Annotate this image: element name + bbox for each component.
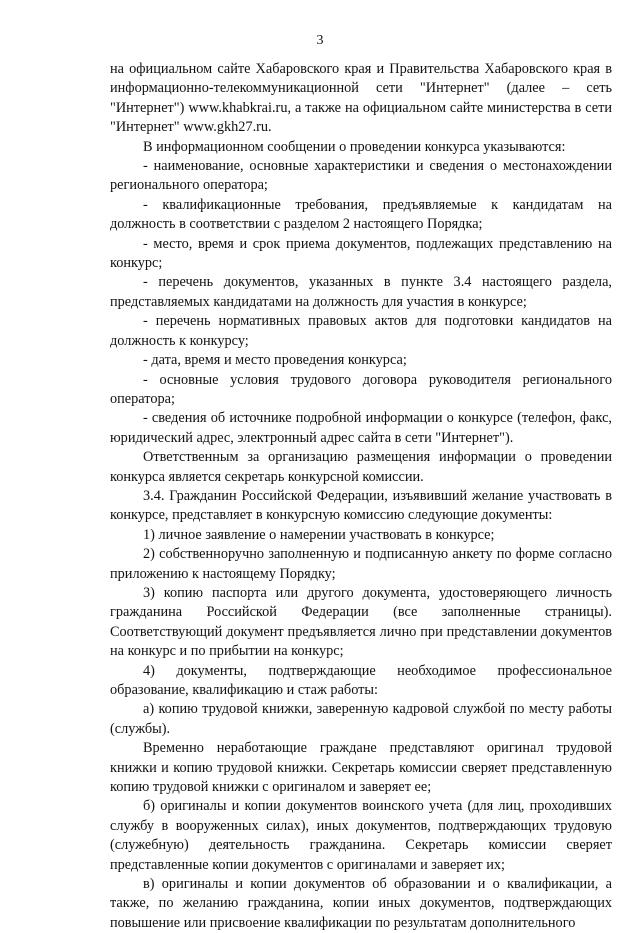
list-item-legal-acts: - перечень нормативных правовых актов для подготовки кандидатов на должность к конкурсу; xyxy=(110,313,612,349)
paragraph-section-3-4: 3.4. Гражданин Российской Федерации, изъявивший желание участвовать в конкурсе, представляет в конкурсную комиссию следующие документы: xyxy=(110,487,612,524)
paragraph-unemployed-citizens: Временно неработающие граждане представляют оригинал трудовой книжки и копию трудовой книжки. Секретарь комиссии сверяет представленную копию трудовой книжки с оригиналом и заверяет ее; xyxy=(110,740,612,796)
paragraph-responsible-secretary: Ответственным за организацию размещения информации о проведении конкурса является секретарь конкурсной комиссии. xyxy=(110,449,612,485)
list-item-contract-terms: - основные условия трудового договора руководителя регионального оператора; xyxy=(110,371,612,407)
paragraph-continuation: на официальном сайте Хабаровского края и Правительства Хабаровского края в информационно-телекоммуникационной сети "Интернет" (далее – сеть "Интернет") www.khabkrai.ru, а также на официальном сайте министерства в сети "Интернет" www.gkh27.ru. xyxy=(110,61,612,136)
list-item-info-source: - сведения об источнике подробной информации о конкурсе (телефон, факс, юридический адрес, электронный адрес сайта в сети "Интернет"). xyxy=(110,410,612,446)
list-item-employment-record-copy: а) копию трудовой книжки, заверенную кадровой службой по месту работы (службы). xyxy=(110,701,612,737)
document-body xyxy=(110,60,612,933)
list-item-military-records: б) оригиналы и копии документов воинского учета (для лиц, проходивших службу в вооруженных силах), иных документов, подтверждающих трудовую (служебную) деятельность гражданина. Секретарь комиссии сверяет представленные копии документов с оригиналами и заверяет их; xyxy=(110,798,612,873)
list-item-place-time-documents: - место, время и срок приема документов, подлежащих представлению на конкурс; xyxy=(110,235,612,272)
list-item-education-qualification: в) оригиналы и копии документов об образовании и о квалификации, а также, по желанию гражданина, копии иных документов, подтверждающих повышение или присвоение квалификации по результатам дополнительного xyxy=(110,876,612,931)
list-item-name-characteristics: - наименование, основные характеристики и сведения о местонахождении регионального оператора; xyxy=(110,158,612,194)
list-item-questionnaire: 2) собственноручно заполненную и подписанную анкету по форме согласно приложению к настоящему Порядку; xyxy=(110,546,612,582)
list-item-education-documents: 4) документы, подтверждающие необходимое профессиональное образование, квалификацию и стаж работы: xyxy=(110,662,612,698)
list-item-document-list: - перечень документов, указанных в пункте 3.4 настоящего раздела, представляемых кандидатами на должность для участия в конкурсе; xyxy=(110,274,612,310)
list-item-date-time-place: - дата, время и место проведения конкурса; xyxy=(143,352,407,369)
list-item-passport-copy: 3) копию паспорта или другого документа, удостоверяющего личность гражданина Российской Федерации (все заполненные страницы). Соответствующий документ предъявляется лично при представлении документов на конкурс и по прибытии на конкурс; xyxy=(110,584,612,660)
list-item-qualification-requirements: - квалификационные требования, предъявляемые к кандидатам на должность в соответствии с разделом 2 настоящего Порядка; xyxy=(110,196,612,233)
page-number: 3 xyxy=(316,33,324,48)
paragraph-info-message-intro: В информационном сообщении о проведении конкурса указываются: xyxy=(143,138,566,155)
list-item-application: 1) личное заявление о намерении участвовать в конкурсе; xyxy=(143,526,495,543)
